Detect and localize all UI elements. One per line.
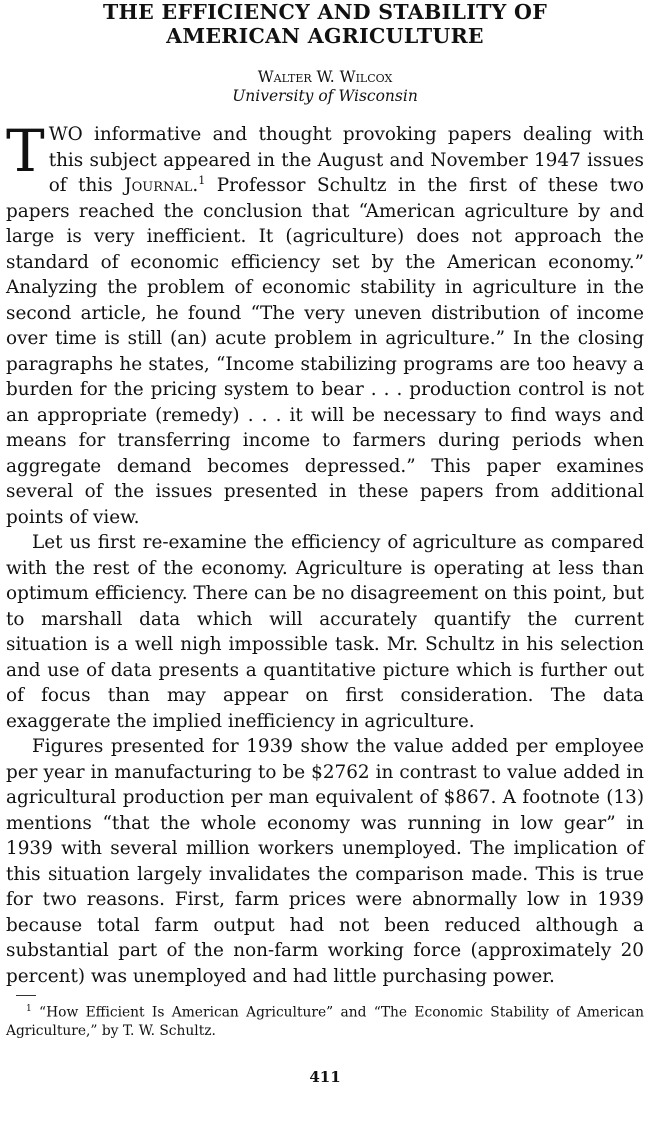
article-title: [6, 0, 644, 48]
paragraph-1-text-b: Professor Schultz in the first of these two papers reached the conclusion that “American agriculture by and large is very inefficient. It (agriculture) does not approach the standard of economic efficiency set by the American economy.” Analyzing the problem of economic stability in agriculture in the second article, he found “The very uneven distribution of income over time is still (an) acute problem in agriculture.” In the closing paragraphs he states, “Income stabilizing programs are too heavy a burden for the pricing system to bear . . . production control is not an appropriate (remedy) . . . it will be necessary to find ways and means for transferring income to farmers during periods when aggregate demand becomes depressed.” This paper examines several of the issues presented in these papers from additional points of view.: [6, 175, 644, 528]
author-name: Walter W. Wilcox: [257, 68, 393, 86]
title-line-1: THE EFFICIENCY AND STABILITY OF: [102, 0, 548, 24]
footnote-text: “How Efficient Is American Agriculture” and “The Economic Stability of American Agriculture,” by T. W. Schultz.: [6, 1004, 644, 1039]
journal-name: Journal.: [124, 175, 199, 196]
footnote: [6, 1000, 644, 1040]
paragraph-1: [6, 117, 644, 530]
footnote-divider: [16, 995, 36, 996]
footnote-marker: 1: [26, 1004, 32, 1014]
article-body: [6, 117, 644, 989]
author-affiliation: University of Wisconsin: [232, 87, 418, 105]
title-line-2: AMERICAN AGRICULTURE: [166, 24, 484, 48]
paragraph-3: Figures presented for 1939 show the value added per employee per year in manufacturing to be $2762 in contrast to value added in agricultural production per man equivalent of $867. A footnote (13) mentions “that the whole economy was running in low gear” in 1939 with several million workers unemployed. The implication of this situation largely invalidates the comparison made. This is true for two reasons. First, farm prices were abnormally low in 1939 because total farm output had not been reduced although a substantial part of the non-farm working force (approximately 20 percent) was unemployed and had little purchasing power.: [6, 736, 644, 987]
footnote-reference[interactable]: 1: [198, 173, 206, 187]
paragraph-2: Let us first re-examine the efficiency of agriculture as compared with the rest of the economy. Agriculture is operating at less than optimum efficiency. There can be no disagreement on this point, but to marshall data which will accurately quantify the current situation is a well nigh impossible task. Mr. Schultz in his selection and use of data presents a quantitative picture which is further out of focus than may appear on first consideration. The data exaggerate the implied inefficiency in agriculture.: [6, 532, 644, 732]
drop-cap: T: [6, 117, 45, 185]
page-number: 411: [309, 1067, 341, 1086]
paragraph-1-text-a: WO informative and thought provoking papers dealing with this subject appeared in the August and November 1947 issues of this: [48, 124, 644, 196]
